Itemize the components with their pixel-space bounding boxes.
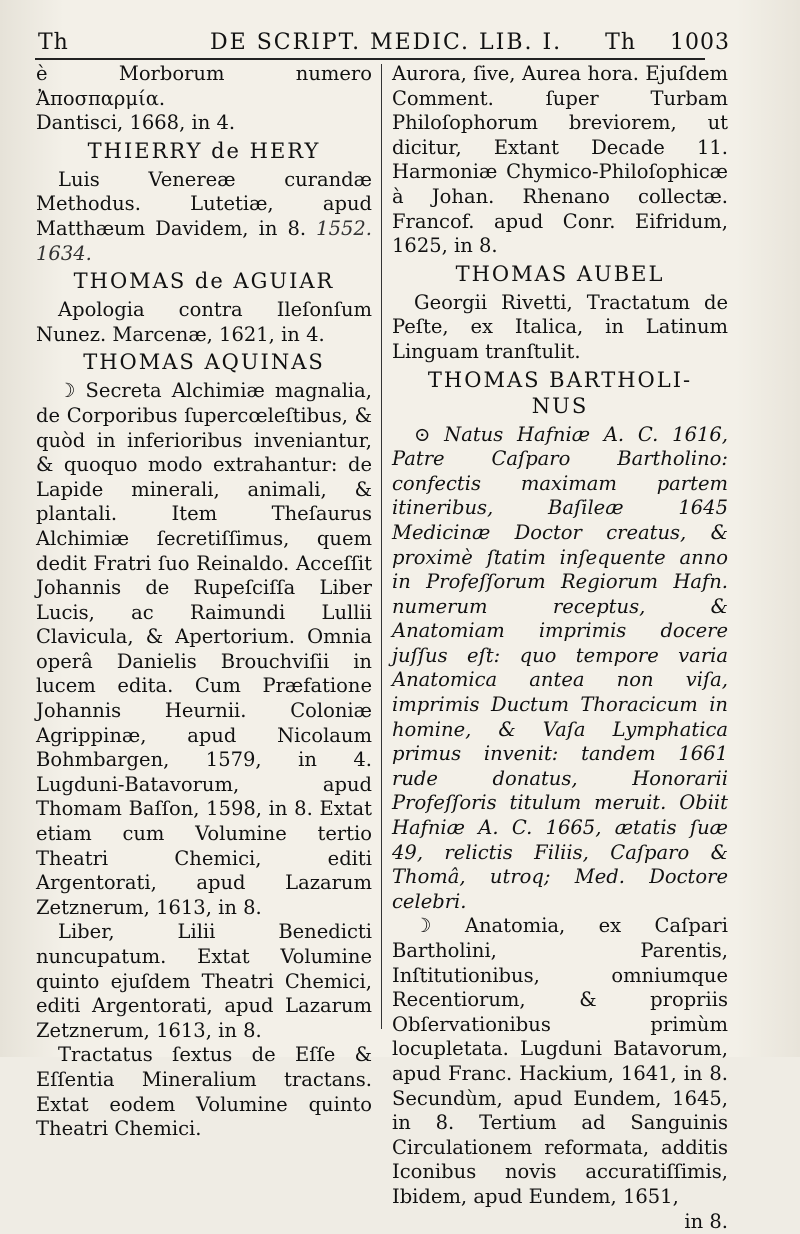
- bartholinus-heading-line1: THOMAS BARTHOLI-: [427, 367, 693, 392]
- entry-heading-aubel: THOMAS AUBEL: [455, 261, 665, 286]
- right-column: [392, 62, 728, 1234]
- bartholinus-anatomia: ☽ Anatomia, ex Caſpari Bartholini, Parentis, Inſtitutionibus, omniumque Recentiorum, & propriis Obſervationibus primùm locupletata. Lugduni Batavorum, apud Franc. Hackium, 1641, in 8. Secundùm, apud Eundem, 1645, in 8. Tertium ad Sanguinis Circulationem reformata, additis Iconibus novis accuratiſſimis, Ibidem, apud Eundem, 1651,: [392, 914, 728, 1208]
- handwritten-note: 1552. 1634.: [36, 216, 372, 265]
- entry-heading-thierry: THIERRY de HERY: [87, 138, 321, 163]
- header-guide-right: Th: [605, 30, 636, 55]
- bartholinus-biography: ⊙ Natus Hafniæ A. C. 1616, Patre Caſparo Bartholino: confectis maximam partem itineribus, Baſileæ 1645 Medicinæ Doctor creatus, & proximè ſtatim inſequente anno in Profeſſorum Regiorum Hafn. numerum receptus, & Anatomiam imprimis docere juſſus eſt: quo tempore varia Anatomica antea non viſa, imprimis Ductum Thoracicum in homine, & Vaſa Lymphatica primus invenit: tandem 1661 rude donatus, Honorarii Profeſſoris titulum meruit. Obiit Hafniæ A. C. 1665, ætatis ſuæ 49, relictis Filiis, Caſparo & Thomâ, utroq; Med. Doctore celebri.: [392, 422, 728, 913]
- entry-heading-aquinas: THOMAS AQUINAS: [83, 350, 325, 375]
- header-rule: [35, 58, 705, 60]
- header-guide-left: Th: [38, 30, 69, 55]
- thierry-text: Luis Venereæ curandæ Methodus. Lutetiæ, apud Matthæum Davidem, in 8.: [36, 167, 372, 240]
- entry-text-aguiar: Apologia contra Ileſonſum Nunez. Marcenæ, 1621, in 4.: [36, 298, 372, 346]
- entry-text-aubel: Georgii Rivetti, Tractatum de Peſte, ex Italica, in Latinum Linguam tranſtulit.: [392, 290, 728, 363]
- entry-heading-aguiar: THOMAS de AGUIAR: [73, 269, 335, 294]
- bartholinus-anatomia-end: in 8.: [684, 1209, 728, 1233]
- aquinas-paragraph-3: Tractatus ſextus de Eſſe & Eſſentia Mineralium tractans. Extat eodem Volumine quinto Theatri Chemici.: [36, 1043, 372, 1141]
- running-head: [30, 26, 730, 60]
- header-title: DE SCRIPT. MEDIC. LIB. I.: [210, 30, 563, 55]
- entry-heading-bartholinus: [392, 367, 728, 419]
- page-number: 1003: [670, 30, 730, 55]
- entry-text-thierry: [36, 168, 372, 266]
- left-column: [36, 62, 372, 1142]
- aquinas-paragraph-2: Liber, Lilii Benedicti nuncupatum. Extat Volumine quinto ejuſdem Theatri Chemici, editi Argentorati, apud Lazarum Zetznerum, 1613, in 8.: [36, 920, 372, 1042]
- aquinas-paragraph-1: ☽ Secreta Alchimiæ magnalia, de Corporibus ſupercœleſtibus, & quòd in inferioribus inveniantur, & quoquo modo extrahantur: de Lapide minerali, animali, & plantali. Item Theſaurus Alchimiæ ſecretiſſimus, quem dedit Fratri ſuo Reinaldo. Acceſſit Johannis de Rupeſciſſa Liber Lucis, ac Raimundi Lullii Clavicula, & Apertorium. Omnia operâ Danielis Brouchviſii in lucem edita. Cum Præfatione Johannis Heurnii. Coloniæ Agrippinæ, apud Nicolaum Bohmbargen, 1579, in 4. Lugduni-Batavorum, apud Thomam Baſſon, 1598, in 8. Extat etiam cum Volumine tertio Theatri Chemici, editi Argentorati, apud Lazarum Zetznerum, 1613, in 8.: [36, 379, 372, 919]
- right-continuation: Aurora, ſive, Aurea hora. Ejuſdem Comment. ſuper Turbam Philoſophorum breviorem, ut dicitur, Extant Decade 11. Harmoniæ Chymico-Philoſophicæ à Johan. Rhenano collectæ. Francof. apud Conr. Eifridum, 1625, in 8.: [392, 62, 728, 258]
- continuation-line-1: è Morborum numero Ἀποσπαρμία.: [36, 62, 372, 110]
- bartholinus-heading-line2: NUS: [531, 393, 589, 418]
- column-divider: [381, 64, 382, 1029]
- continuation-line-2: Dantisci, 1668, in 4.: [36, 111, 236, 135]
- header-right: [579, 30, 730, 55]
